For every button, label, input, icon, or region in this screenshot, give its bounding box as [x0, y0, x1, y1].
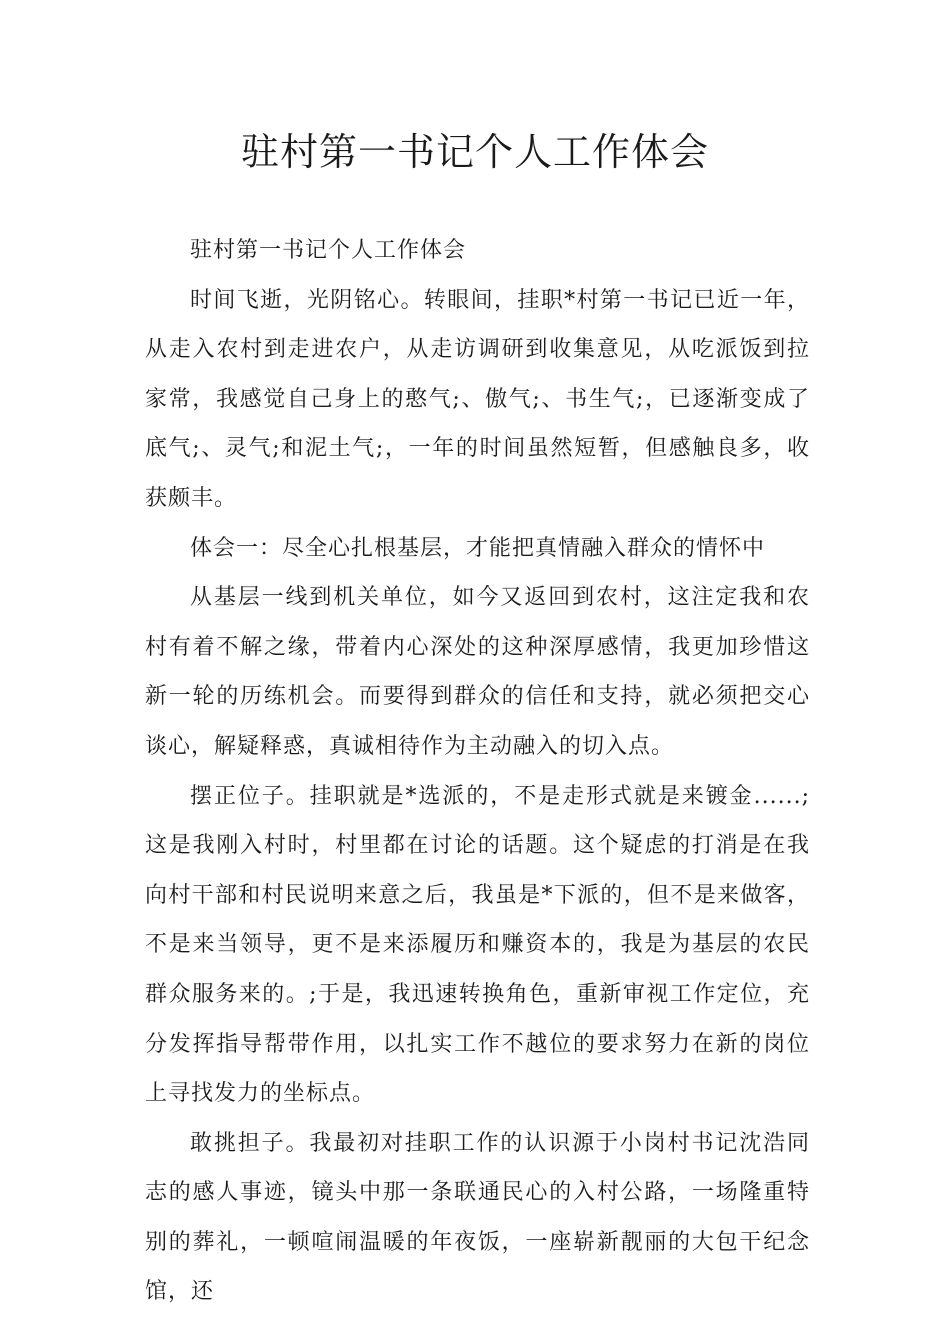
paragraph-heading-insight-one: 体会一：尽全心扎根基层，才能把真情融入群众的情怀中 — [190, 535, 766, 561]
document-body — [145, 226, 810, 1317]
paragraph-position: 摆正位子。挂职就是*选派的，不是走形式就是来镀金......;这是我刚入村时，村里都在讨论的话题。这个疑虑的打消是在我向村干部和村民说明来意之后，我虽是*下派的，但不是来做客，不是来当领导，更不是来添履历和赚资本的，我是为基层的农民群众服务来的。;于是，我迅速转换角色，重新审视工作定位，充分发挥指导帮带作用，以扎实工作不越位的要求努力在新的岗位上寻找发力的坐标点。 — [145, 783, 810, 1107]
paragraph-grassroots: 从基层一线到机关单位，如今又返回到农村，这注定我和农村有着不解之缘，带着内心深处的这种深厚感情，我更加珍惜这新一轮的历练机会。而要得到群众的信任和支持，就必须把交心谈心，解疑释惑，真诚相待作为主动融入的切入点。 — [145, 585, 810, 759]
document-title: 驻村第一书记个人工作体会 — [240, 130, 709, 174]
paragraph-responsibility: 敢挑担子。我最初对挂职工作的认识源于小岗村书记沈浩同志的感人事迹，镜头中那一条联通民心的入村公路，一场隆重特别的葬礼，一顿喧闹温暖的年夜饭，一座崭新靓丽的大包干纪念馆，还 — [145, 1130, 810, 1305]
paragraph-intro: 时间飞逝，光阴铭心。转眼间，挂职*村第一书记已近一年，从走入农村到走进农户，从走访调研到收集意见，从吃派饭到拉家常，我感觉自己身上的憨气;、傲气;、书生气;，已逐渐变成了底气;、灵气;和泥土气;，一年的时间虽然短暂，但感触良多，收获颇丰。 — [145, 287, 810, 511]
paragraph-subtitle: 驻村第一书记个人工作体会 — [190, 238, 467, 263]
